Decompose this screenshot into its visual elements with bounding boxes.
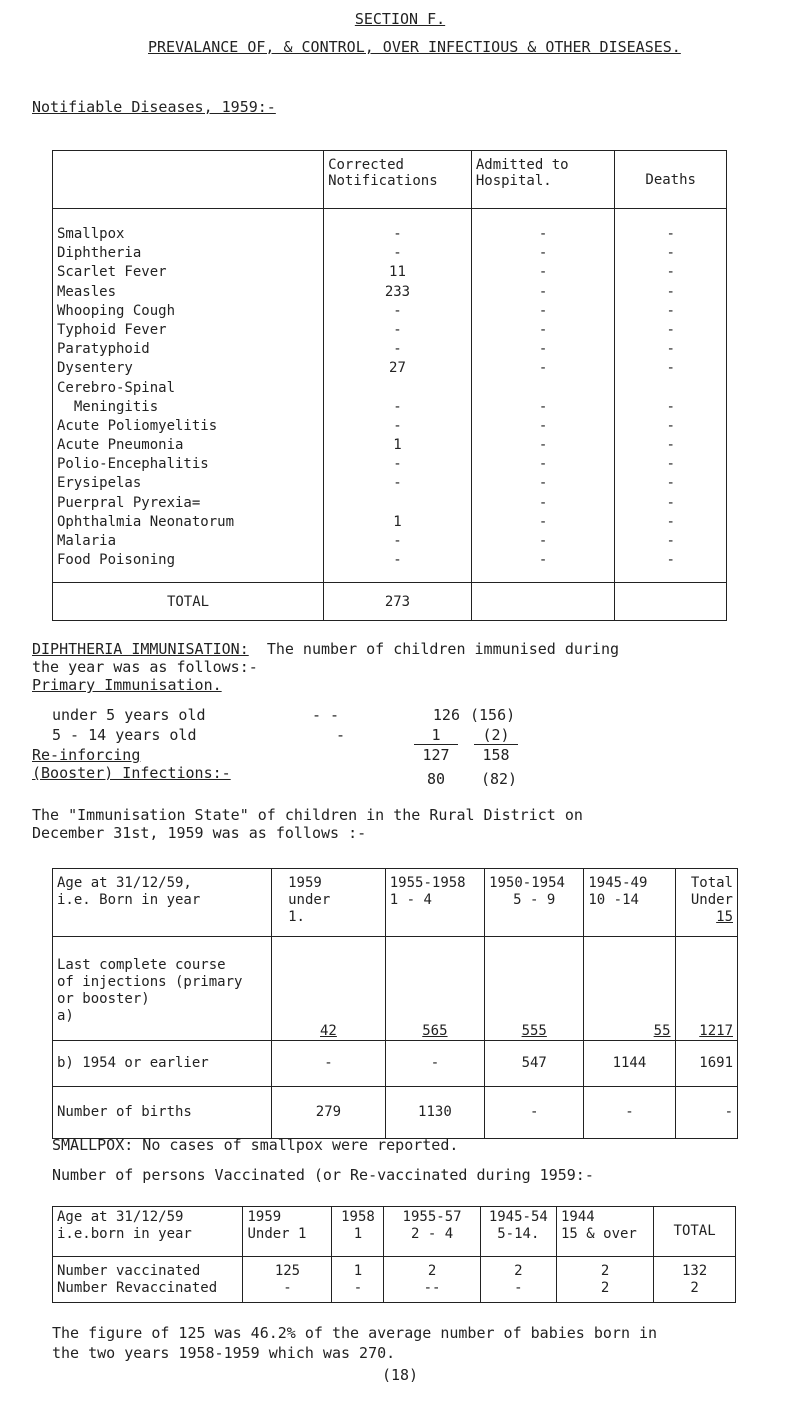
admitted-value: - — [538, 417, 548, 434]
diseases-header-blank — [53, 151, 324, 209]
deaths-value: - — [666, 264, 675, 281]
corrected-value: 1 — [393, 513, 402, 530]
corrected-value: 1 — [393, 437, 402, 454]
corrected-value — [328, 379, 467, 398]
imm-a-1950: 555 — [485, 937, 584, 1041]
deaths-value: - — [666, 321, 675, 338]
disease-name: Dysentery — [57, 360, 133, 377]
disease-name: Food Poisoning — [57, 552, 176, 569]
diseases-table — [52, 150, 727, 621]
disease-name: Measles — [57, 283, 117, 300]
under5-label: under 5 years old — [52, 706, 206, 724]
deaths-value: - — [666, 437, 675, 454]
disease-name: Puerpral Pyrexia= — [57, 494, 201, 511]
imm-b-1959: - — [272, 1041, 386, 1087]
imm-b-total: 1691 — [675, 1041, 738, 1087]
vac-total: 132 2 — [654, 1257, 736, 1303]
vac-1958: 1 - — [332, 1257, 384, 1303]
page-number: (18) — [381, 1366, 419, 1384]
imm-a-1959: 42 — [272, 937, 386, 1041]
imm-h0: Age at 31/12/59, i.e. Born in year — [53, 869, 272, 937]
imm-c-1950: - — [485, 1087, 584, 1139]
deaths-value: - — [666, 341, 675, 358]
imm-h5: Total Under 15 — [675, 869, 738, 937]
admitted-value: - — [538, 360, 548, 377]
footer-line2: the two years 1958-1959 which was 270. — [52, 1344, 396, 1362]
total-admitted — [471, 583, 615, 621]
immunisation-table — [52, 868, 738, 1139]
corrected-value: - — [393, 226, 402, 242]
imm-a-total: 1217 — [675, 937, 738, 1041]
admitted-value: - — [538, 245, 548, 262]
disease-name: Paratyphoid — [57, 341, 150, 358]
notifiable-heading: Notifiable Diseases, 1959:- — [32, 98, 276, 116]
section-title: SECTION F. — [354, 10, 446, 28]
imm-b-1945: 1144 — [584, 1041, 675, 1087]
vac-h4: 1945-54 5-14. — [480, 1207, 556, 1257]
corrected-value: - — [393, 475, 402, 492]
admitted-value: - — [538, 475, 548, 492]
booster: (Booster) Infections:- — [32, 764, 231, 782]
admitted-value: - — [538, 283, 548, 300]
footer-line1: The figure of 125 was 46.2% of the average number of babies born in — [52, 1324, 658, 1342]
five14-dash: - — [336, 726, 346, 744]
corrected-value: - — [393, 417, 402, 434]
admitted-value: - — [538, 533, 548, 549]
imm-h1: 1959 under 1. — [272, 869, 386, 937]
primary-immunisation: Primary Immunisation. — [32, 676, 222, 694]
corrected-value — [328, 494, 467, 513]
corrected-value: 233 — [384, 283, 411, 300]
imm-h4: 1945-49 10 -14 — [584, 869, 675, 937]
five14-label: 5 - 14 years old — [52, 726, 197, 744]
disease-name: Polio-Encephalitis — [57, 456, 209, 473]
vac-h6: TOTAL — [654, 1207, 736, 1257]
corrected-value: - — [393, 302, 402, 319]
imm-a-1955: 565 — [385, 937, 484, 1041]
deaths-column — [615, 209, 727, 583]
corrected-column — [324, 209, 472, 583]
admitted-value: - — [538, 398, 548, 415]
admitted-value — [476, 379, 611, 398]
total-value-b: 158 — [482, 746, 510, 764]
vac-h0: Age at 31/12/59 i.e.born in year — [53, 1207, 243, 1257]
admitted-value: - — [538, 226, 548, 242]
vac-h3: 1955-57 2 - 4 — [384, 1207, 480, 1257]
total-label: TOTAL — [53, 583, 324, 621]
disease-names — [53, 209, 324, 583]
disease-name: Whooping Cough — [57, 302, 176, 319]
imm-c-1959: 279 — [272, 1087, 386, 1139]
header-corrected: Corrected Notifications — [324, 151, 472, 209]
admitted-value: - — [538, 456, 548, 473]
under5-value-a: 126 — [432, 706, 460, 724]
reinforcing: Re-inforcing — [32, 746, 141, 764]
disease-name: Typhoid Fever — [57, 321, 167, 338]
disease-name: Meningitis — [57, 398, 159, 415]
imm-h3: 1950-1954 5 - 9 — [485, 869, 584, 937]
deaths-value: - — [666, 456, 675, 473]
admitted-value: - — [538, 321, 548, 338]
imm-c-total: - — [675, 1087, 738, 1139]
vac-h1: 1959 Under 1 — [243, 1207, 332, 1257]
admitted-value: - — [538, 341, 548, 358]
admitted-value: - — [538, 552, 548, 569]
immunisation-intro2: December 31st, 1959 was as follows :- — [32, 824, 367, 842]
imm-row-a-label: Last complete course of injections (primary or booster) a) — [53, 937, 272, 1041]
deaths-value: - — [666, 552, 675, 569]
deaths-value: - — [666, 513, 675, 530]
under5-dashes: - - — [312, 706, 340, 724]
disease-name: Diphtheria — [57, 245, 142, 262]
deaths-value: - — [666, 475, 675, 492]
total-deaths — [615, 583, 727, 621]
vaccination-intro: Number of persons Vaccinated (or Re-vaccinated during 1959:- — [52, 1166, 594, 1184]
corrected-value: - — [393, 552, 402, 569]
deaths-value: - — [666, 283, 675, 300]
vac-1944: 2 2 — [557, 1257, 654, 1303]
disease-name: Ophthalmia Neonatorum — [57, 513, 235, 530]
corrected-value: - — [393, 533, 402, 549]
corrected-value: - — [393, 321, 402, 338]
vac-1955: 2 -- — [384, 1257, 480, 1303]
admitted-column — [471, 209, 615, 583]
corrected-value: - — [393, 456, 402, 473]
imm-b-1955: - — [385, 1041, 484, 1087]
section-subtitle: PREVALANCE OF, & CONTROL, OVER INFECTIOUS & OTHER DISEASES. — [148, 38, 681, 56]
imm-row-c-label: Number of births — [53, 1087, 272, 1139]
disease-name: Acute Pneumonia — [57, 437, 184, 454]
corrected-value: - — [393, 398, 402, 415]
corrected-value: - — [393, 341, 402, 358]
immunisation-intro1: The "Immunisation State" of children in the Rural District on — [32, 806, 583, 824]
corrected-value: 27 — [389, 360, 406, 377]
vac-1945: 2 - — [480, 1257, 556, 1303]
deaths-value: - — [666, 533, 675, 549]
imm-h2: 1955-1958 1 - 4 — [385, 869, 484, 937]
disease-name: Smallpox — [57, 226, 125, 242]
admitted-value: - — [538, 264, 548, 281]
admitted-value: - — [538, 302, 548, 319]
vac-1959: 125 - — [243, 1257, 332, 1303]
deaths-value: - — [666, 245, 675, 262]
vac-h2: 1958 1 — [332, 1207, 384, 1257]
header-admitted: Admitted to Hospital. — [471, 151, 615, 209]
disease-name: Cerebro-Spinal — [57, 379, 176, 396]
deaths-value: - — [666, 226, 675, 242]
imm-a-1945: 55 — [584, 937, 675, 1041]
smallpox-line: SMALLPOX: No cases of smallpox were reported. — [52, 1136, 459, 1154]
total-value-a: 127 — [422, 746, 450, 764]
deaths-value: - — [666, 398, 675, 415]
vac-row-labels: Number vaccinated Number Revaccinated — [53, 1257, 243, 1303]
disease-name: Acute Poliomyelitis — [57, 417, 218, 434]
corrected-value: 11 — [389, 264, 406, 281]
five14-value-b: (2) — [474, 726, 518, 745]
imm-b-1950: 547 — [485, 1041, 584, 1087]
booster-value-a: 80 — [426, 770, 446, 788]
admitted-value: - — [538, 494, 548, 511]
vaccination-table — [52, 1206, 736, 1303]
deaths-value: - — [666, 417, 675, 434]
deaths-value: - — [666, 302, 675, 319]
deaths-value: - — [666, 360, 675, 377]
under5-value-b: (156) — [470, 706, 516, 724]
header-deaths: Deaths — [615, 151, 727, 209]
imm-c-1955: 1130 — [385, 1087, 484, 1139]
deaths-value: - — [666, 494, 675, 511]
disease-name: Scarlet Fever — [57, 264, 167, 281]
five14-value-a: 1 — [414, 726, 458, 745]
disease-name: Erysipelas — [57, 475, 142, 492]
vac-h5: 1944 15 & over — [557, 1207, 654, 1257]
admitted-value: - — [538, 437, 548, 454]
imm-row-b-label: b) 1954 or earlier — [53, 1041, 272, 1087]
diphtheria-heading-line: DIPHTHERIA IMMUNISATION: The number of children immunised during — [32, 640, 620, 658]
total-value: 273 — [324, 583, 472, 621]
booster-value-b: (82) — [480, 770, 518, 788]
deaths-value — [619, 379, 722, 398]
imm-c-1945: - — [584, 1087, 675, 1139]
disease-name: Malaria — [57, 533, 117, 549]
corrected-value: - — [393, 245, 402, 262]
diphtheria-intro2: the year was as follows:- — [32, 658, 258, 676]
admitted-value: - — [538, 513, 548, 530]
